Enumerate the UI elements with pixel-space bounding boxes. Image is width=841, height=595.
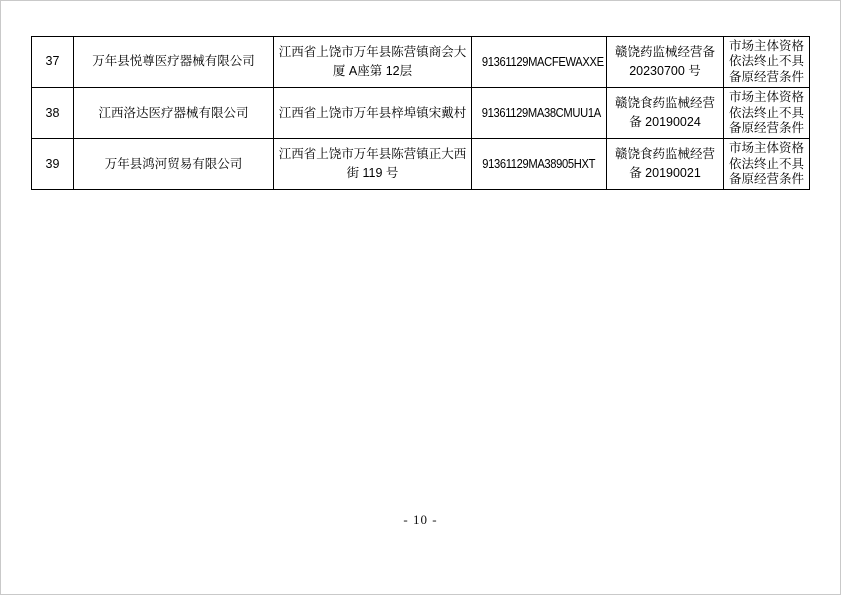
row-number-cell: 38 xyxy=(32,88,74,139)
credit-code-text: 91361129MA38CMUU1A xyxy=(481,105,601,120)
table-row xyxy=(32,37,810,88)
records-table xyxy=(31,36,810,190)
company-address-cell: 江西省上饶市万年县梓埠镇宋戴村 xyxy=(274,88,472,139)
company-address-cell: 江西省上饶市万年县陈营镇正大西街 119 号 xyxy=(274,139,472,190)
company-name-cell: 万年县鸿河贸易有限公司 xyxy=(74,139,274,190)
company-name-cell: 江西洛达医疗器械有限公司 xyxy=(74,88,274,139)
page-number: - 10 - xyxy=(403,512,438,527)
table-row xyxy=(32,139,810,190)
license-number-cell: 赣饶食药监械经营备 20190024 xyxy=(607,88,724,139)
credit-code-text: 91361129MA38905HXT xyxy=(482,156,596,172)
termination-reason-cell: 市场主体资格依法终止不具备原经营条件 xyxy=(724,139,810,190)
termination-reason-cell: 市场主体资格依法终止不具备原经营条件 xyxy=(724,37,810,88)
company-address-cell: 江西省上饶市万年县陈营镇商会大厦 A座第 12层 xyxy=(274,37,472,88)
license-number-cell: 赣饶食药监械经营备 20190021 xyxy=(607,139,724,190)
credit-code-cell xyxy=(472,88,607,139)
table-row xyxy=(32,88,810,139)
credit-code-cell xyxy=(472,37,607,88)
row-number-cell: 39 xyxy=(32,139,74,190)
license-number-cell: 赣饶药监械经营备 20230700 号 xyxy=(607,37,724,88)
company-name-cell: 万年县悦尊医疗器械有限公司 xyxy=(74,37,274,88)
termination-reason-cell: 市场主体资格依法终止不具备原经营条件 xyxy=(724,88,810,139)
credit-code-cell xyxy=(472,139,607,190)
row-number-cell: 37 xyxy=(32,37,74,88)
credit-code-text: 91361129MACFEWAXXE xyxy=(481,53,604,69)
